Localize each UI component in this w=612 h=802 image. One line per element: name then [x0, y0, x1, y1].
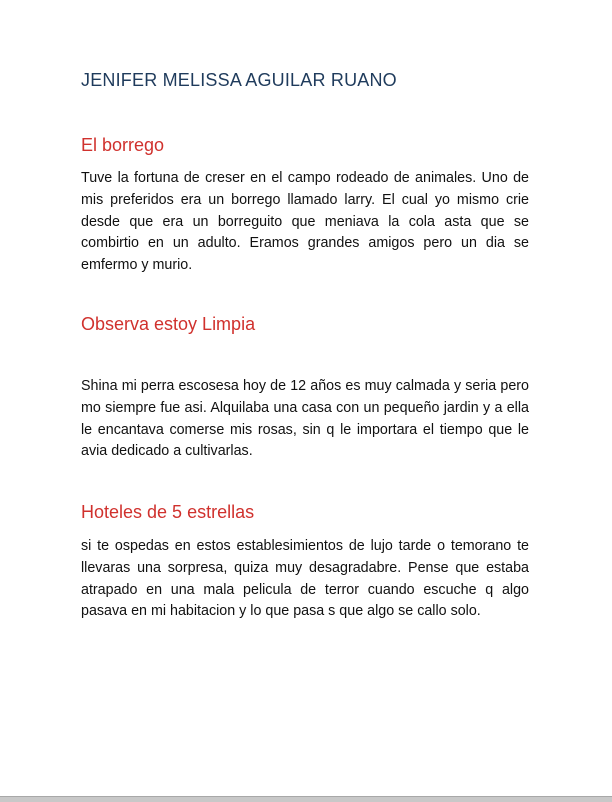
- page-bottom-edge: [0, 796, 612, 802]
- section-paragraph-observa-estoy-limpia: Shina mi perra escosesa hoy de 12 años es muy calmada y seria pero mo siempre fue asi. Alquilaba una casa con un pequeño jardin y a ella le encantava comerse mis rosas, sin q le importara el tiempo que le avia dedicado a cultivarlas.: [81, 378, 529, 460]
- section-paragraph-el-borrego: Tuve la fortuna de creser en el campo rodeado de animales. Uno de mis preferidos era un borrego llamado larry. El cual yo mismo crie desde que era un borreguito que meniava la cola asta que se combirtio en un adulto. Eramos grandes amigos pero un dia se emfermo y murio.: [81, 170, 529, 274]
- section-heading-el-borrego: El borrego: [81, 135, 165, 155]
- section-heading-hoteles: Hoteles de 5 estrellas: [81, 502, 255, 522]
- author-name: JENIFER MELISSA AGUILAR RUANO: [81, 70, 397, 90]
- section-paragraph-hoteles: si te ospedas en estos establesimientos de lujo tarde o temorano te llevaras una sorpresa, quiza muy desagradabre. Pense que estaba atrapado en una mala pelicula de terror cuando escuche q algo pasava en mi habitacion y lo que pasa s que algo se callo solo.: [81, 538, 529, 620]
- section-heading-observa-estoy-limpia: Observa estoy Limpia: [81, 314, 256, 334]
